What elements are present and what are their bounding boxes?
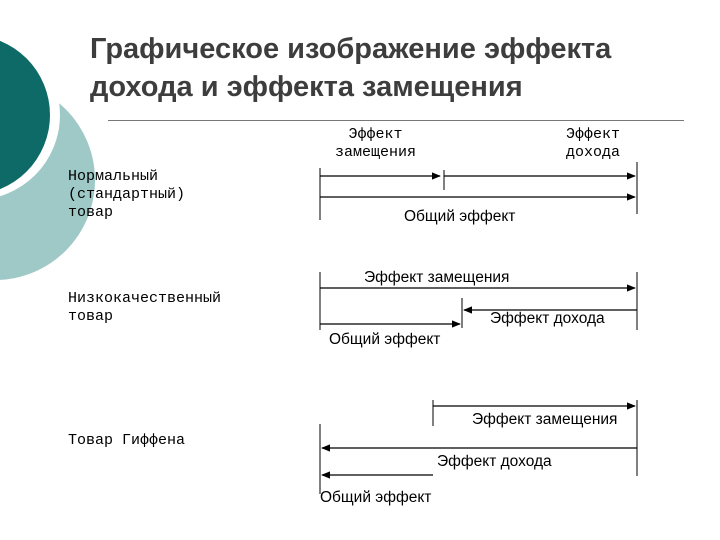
giffen-good-label: Товар Гиффена	[68, 432, 186, 449]
giffen-income-label: Эффект дохода	[437, 453, 552, 470]
giffen-total-label: Общий эффект	[320, 489, 432, 506]
inferior-substitution-label: Эффект замещения	[364, 269, 510, 286]
giffen-substitution-label: Эффект замещения	[472, 411, 618, 428]
normal-good-label: Нормальный (стандартный) товар	[68, 168, 186, 221]
normal-income-label: Эффект дохода	[566, 126, 621, 161]
inferior-total-label: Общий эффект	[329, 331, 441, 348]
normal-substitution-label: Эффект замещения	[335, 126, 417, 161]
normal-total-label: Общий эффект	[404, 208, 516, 225]
title-line-1: Графическое изображение эффекта	[90, 33, 612, 65]
title-line-2: дохода и эффекта замещения	[90, 71, 523, 103]
inferior-income-label: Эффект дохода	[490, 310, 605, 327]
inferior-good-label: Низкокачественный товар	[68, 290, 222, 325]
